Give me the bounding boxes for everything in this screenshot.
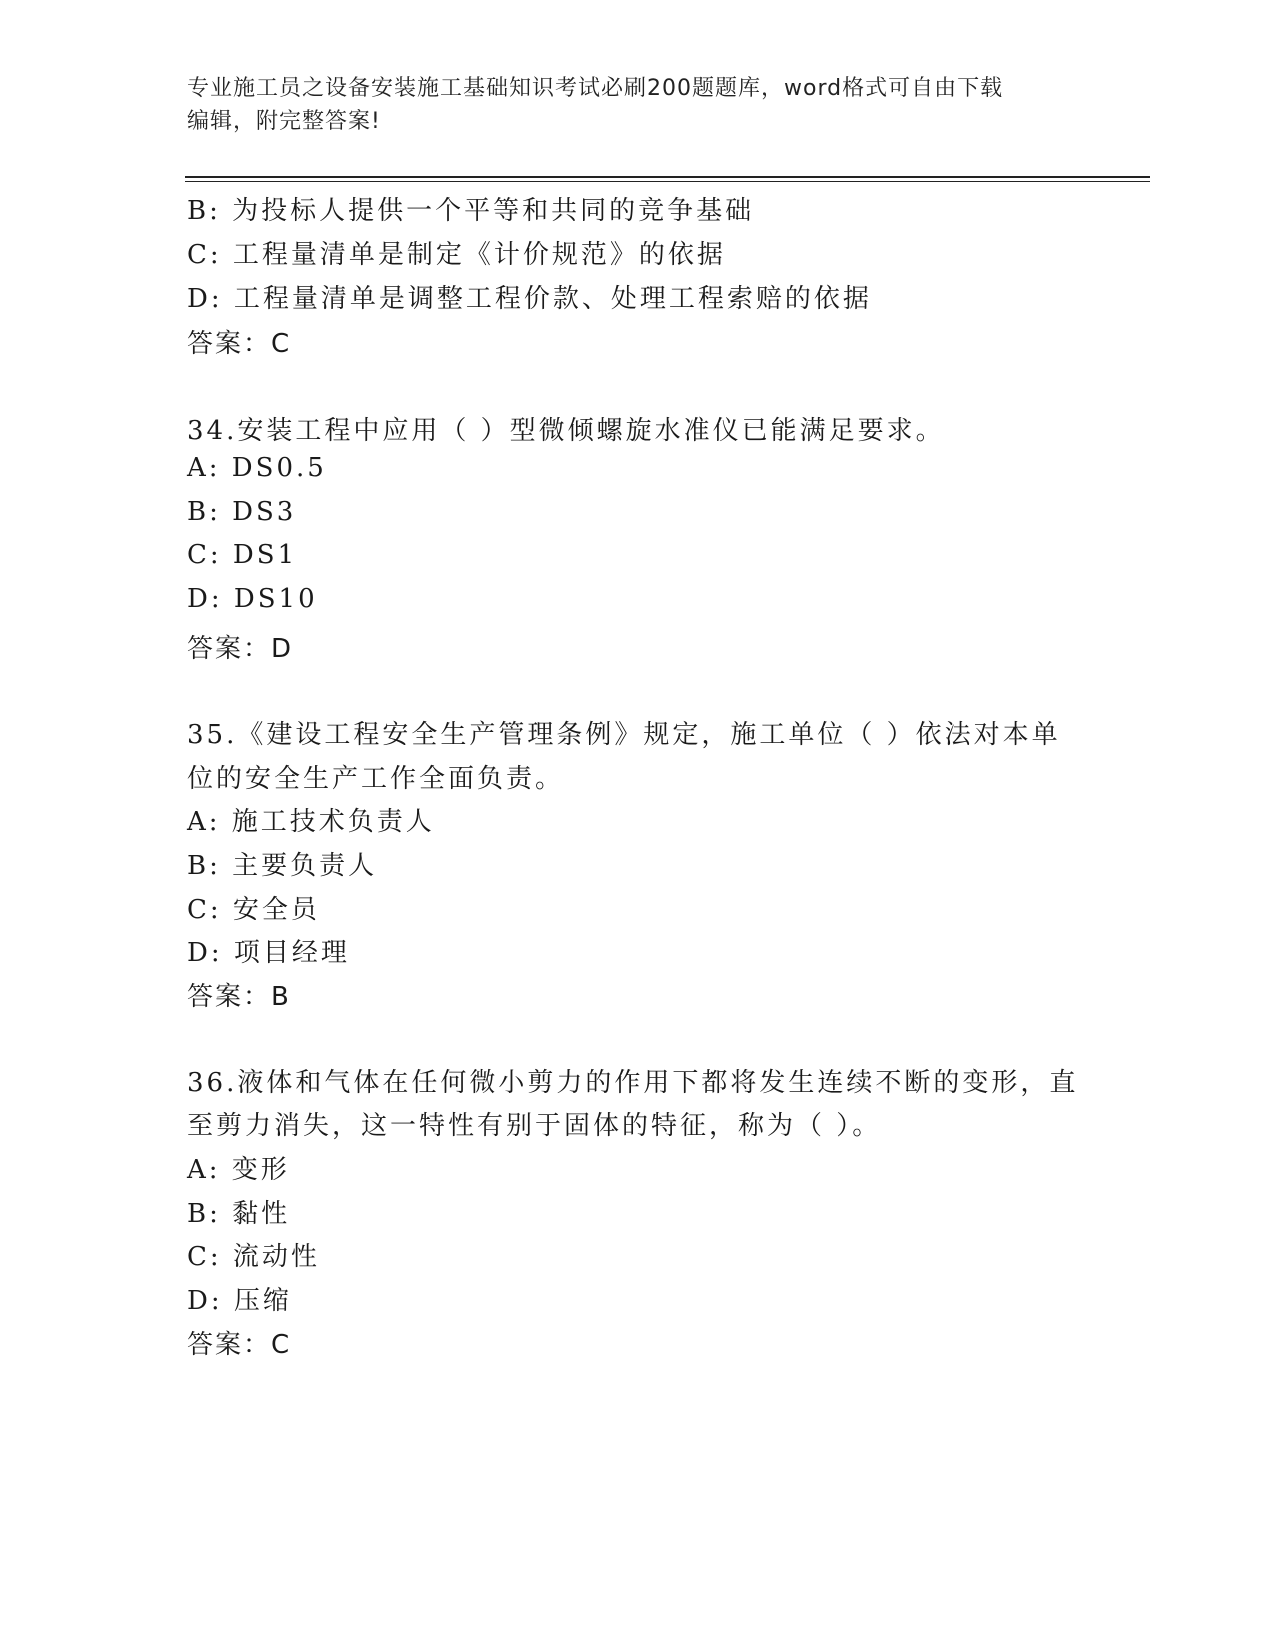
q36-stem-line-1: 36.液体和气体在任何微小剪力的作用下都将发生连续不断的变形，直 xyxy=(187,1068,1079,1098)
q34-answer: 答案：D xyxy=(187,634,294,664)
q34-option-b: B: DS3 xyxy=(187,497,297,527)
q35-option-a: A: 施工技术负责人 xyxy=(187,807,435,837)
q35-stem-line-2: 位的安全生产工作全面负责。 xyxy=(187,764,565,794)
q35-option-b: B: 主要负责人 xyxy=(187,851,378,881)
q35-option-d: D: 项目经理 xyxy=(187,938,350,968)
header-divider-thin xyxy=(185,181,1150,182)
q36-option-c: C: 流动性 xyxy=(187,1242,320,1272)
q36-option-d: D: 压缩 xyxy=(187,1286,292,1316)
header-title-line-2: 编辑，附完整答案! xyxy=(187,109,381,134)
q35-option-c: C: 安全员 xyxy=(187,895,320,925)
q34-option-c: C: DS1 xyxy=(187,540,298,570)
q33-option-c: C: 工程量清单是制定《计价规范》的依据 xyxy=(187,240,726,270)
q33-option-b: B: 为投标人提供一个平等和共同的竞争基础 xyxy=(187,196,755,226)
q36-answer: 答案：C xyxy=(187,1330,292,1360)
q34-option-d: D: DS10 xyxy=(187,584,318,614)
q35-stem-line-1: 35.《建设工程安全生产管理条例》规定，施工单位（ ）依法对本单 xyxy=(187,720,1061,750)
header-title-line-1: 专业施工员之设备安装施工基础知识考试必刷200题题库，word格式可自由下载 xyxy=(187,76,1004,101)
q36-option-a: A: 变形 xyxy=(187,1155,290,1185)
q34-option-a: A: DS0.5 xyxy=(187,453,327,483)
q36-stem-line-2: 至剪力消失，这一特性有别于固体的特征，称为（ ）。 xyxy=(187,1111,882,1141)
q36-option-b: B: 黏性 xyxy=(187,1199,291,1229)
q34-stem: 34.安装工程中应用（ ）型微倾螺旋水准仪已能满足要求。 xyxy=(187,416,945,446)
q35-answer: 答案：B xyxy=(187,982,291,1012)
q33-answer: 答案：C xyxy=(187,329,292,359)
header-divider-thick xyxy=(185,176,1150,178)
q33-option-d: D: 工程量清单是调整工程价款、处理工程索赔的依据 xyxy=(187,284,872,314)
document-header xyxy=(187,72,1067,138)
